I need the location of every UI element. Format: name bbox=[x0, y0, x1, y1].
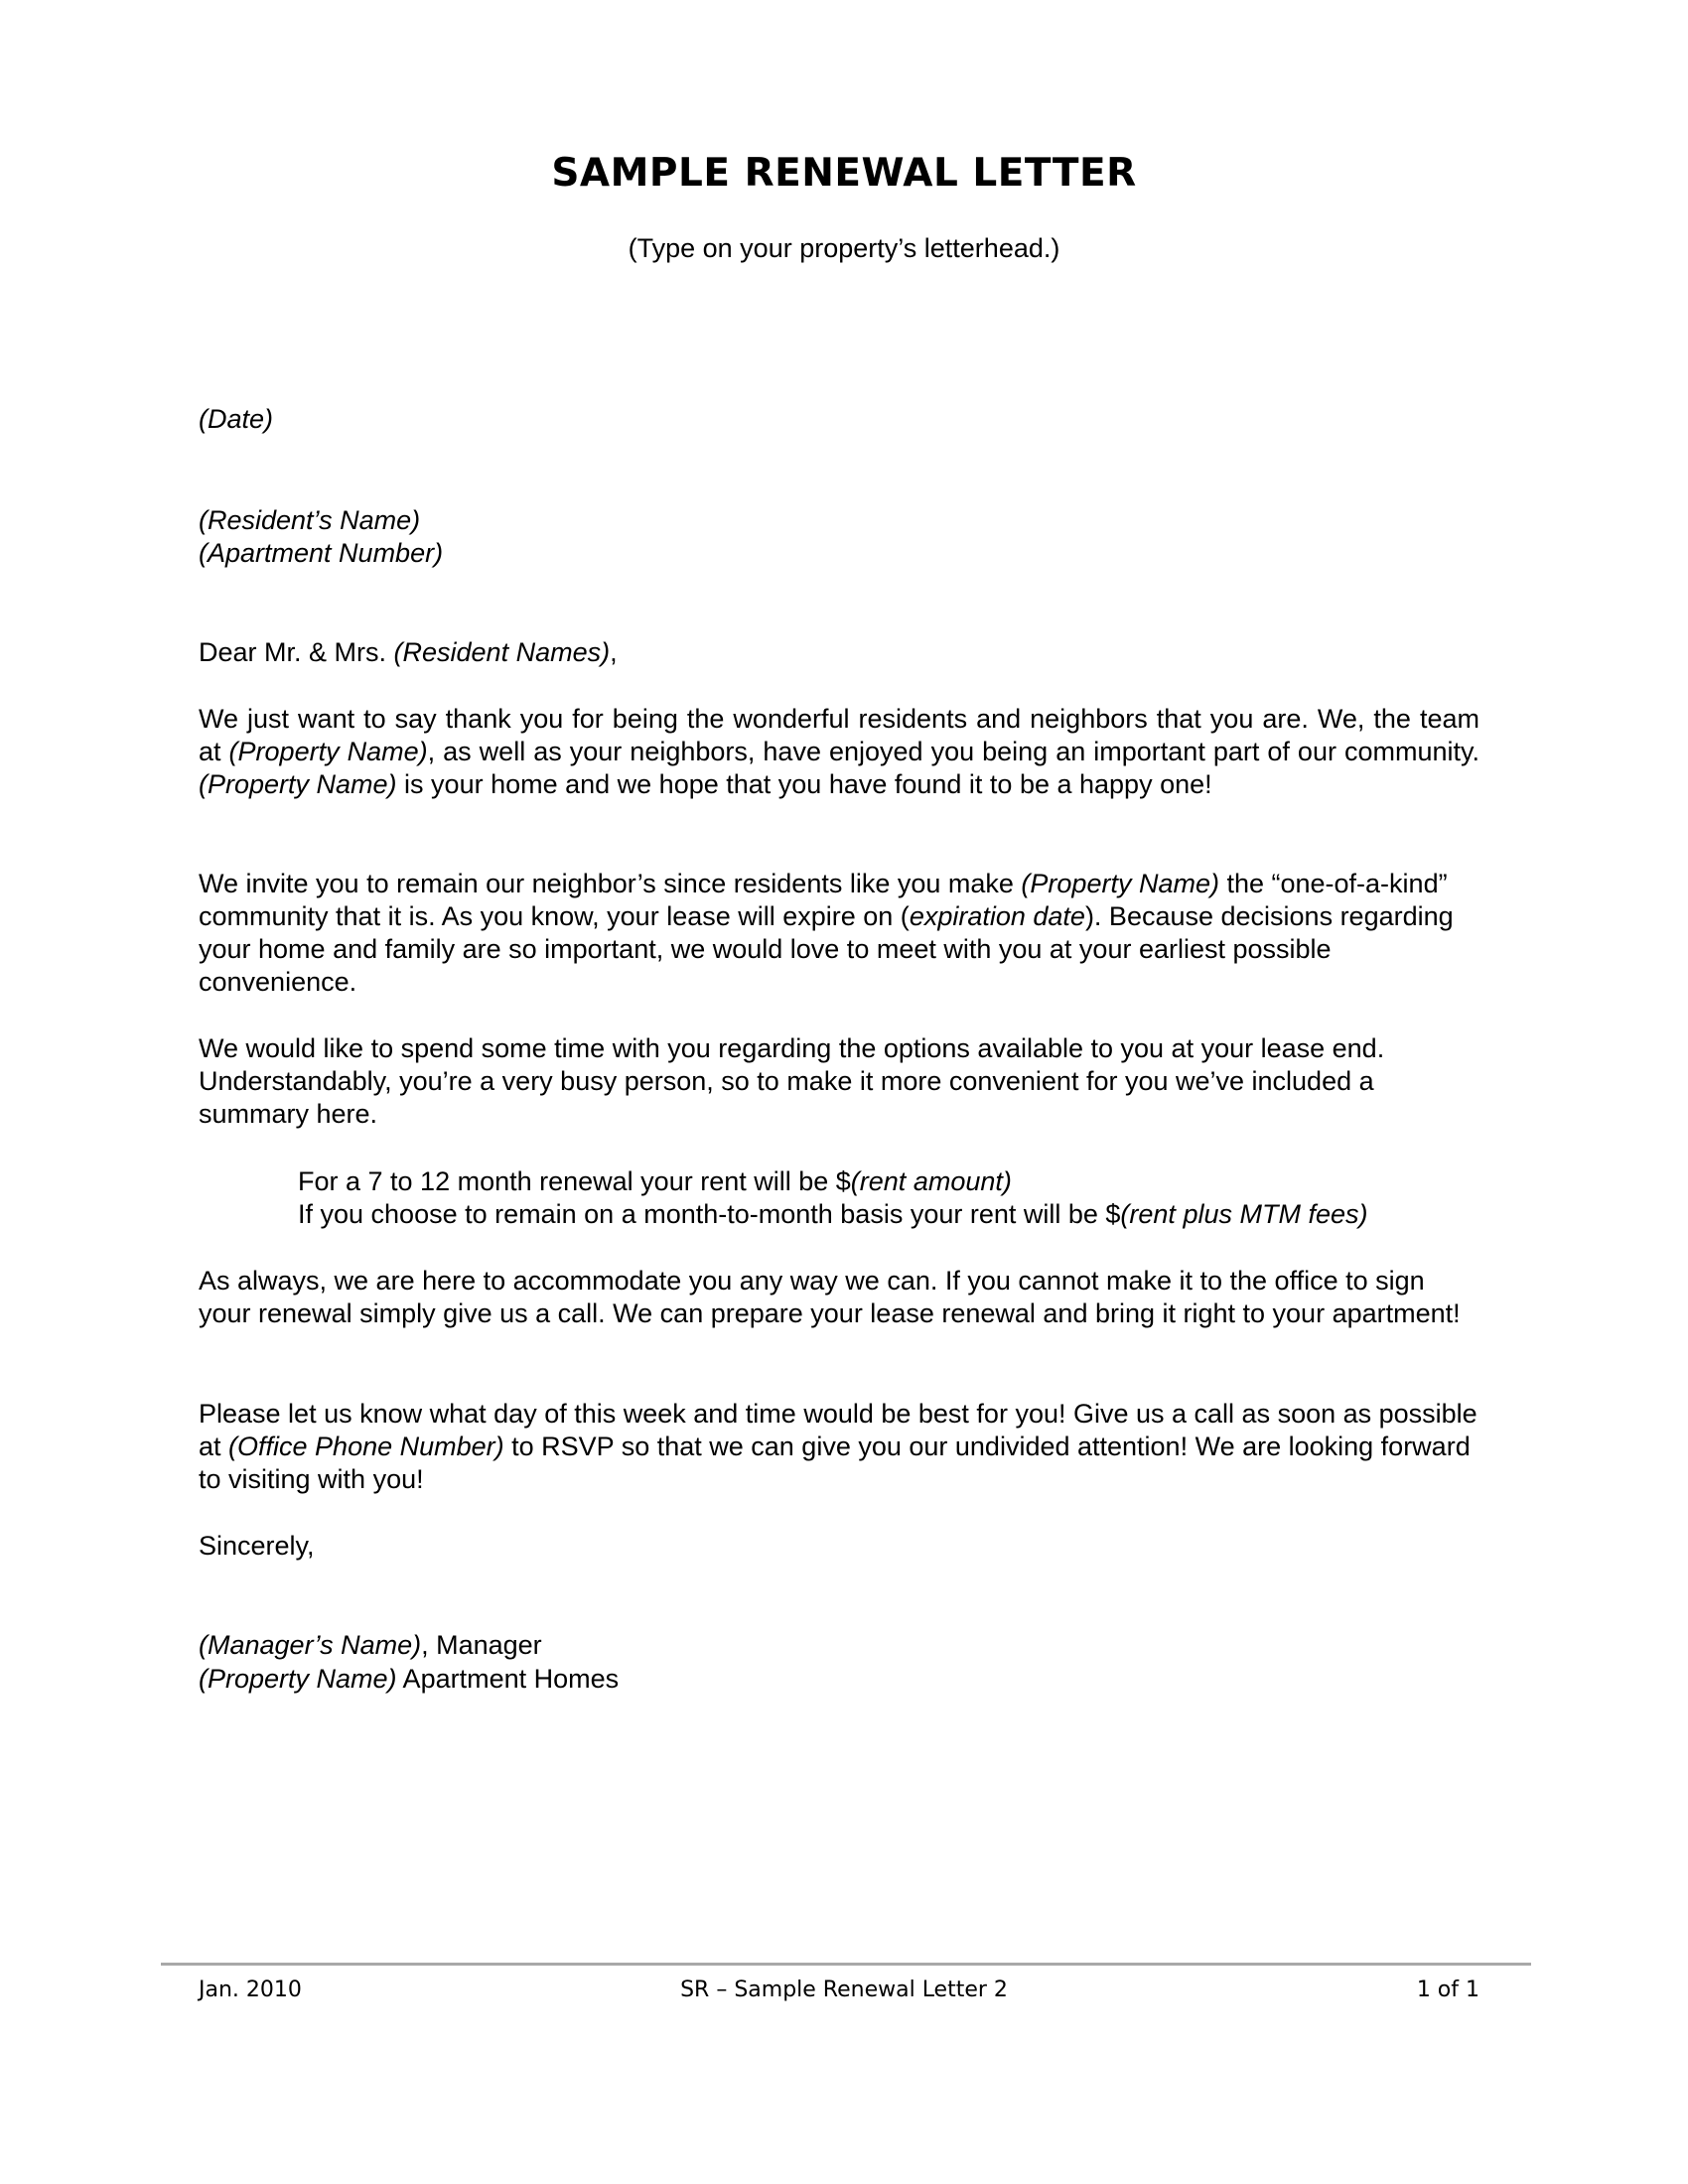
property-name-placeholder: (Property Name) bbox=[228, 737, 428, 766]
footer-date: Jan. 2010 bbox=[199, 1978, 302, 2002]
property-suffix: Apartment Homes bbox=[396, 1664, 620, 1694]
manager-name-placeholder: (Manager’s Name) bbox=[199, 1630, 422, 1660]
paragraph-thank-you bbox=[199, 703, 1479, 801]
paragraph-text: is your home and we hope that you have found it to be a happy one! bbox=[396, 769, 1212, 799]
footer-document-name: SR – Sample Renewal Letter 2 bbox=[680, 1978, 1008, 2002]
letter-title: SAMPLE RENEWAL LETTER bbox=[551, 151, 1137, 196]
paragraph-invitation bbox=[199, 868, 1479, 999]
paragraph-text: Please let us know what day of this week and time would be best for you! Give us a call as soon as possible at bbox=[199, 1399, 1477, 1461]
signature-manager bbox=[199, 1629, 542, 1662]
mtm-option bbox=[298, 1198, 1367, 1231]
footer-page-number: 1 of 1 bbox=[1416, 1978, 1479, 2002]
date-placeholder: (Date) bbox=[199, 404, 274, 434]
paragraph-text: , as well as your neighbors, have enjoyed you being an important part of our community. bbox=[427, 737, 1480, 766]
salutation bbox=[199, 636, 618, 669]
paragraph-text: ). Because decisions regarding your home and family are so important, we would love to meet with you at your earliest possible convenience. bbox=[199, 901, 1454, 997]
salutation-suffix: , bbox=[610, 637, 618, 667]
paragraph-text: to RSVP so that we can give you our undivided attention! We are looking forward to visiting with you! bbox=[199, 1432, 1471, 1494]
footer-divider bbox=[161, 1963, 1531, 1966]
property-name-placeholder: (Property Name) bbox=[1021, 869, 1219, 898]
mtm-fees-placeholder: (rent plus MTM fees) bbox=[1120, 1199, 1368, 1229]
renewal-option-text: For a 7 to 12 month renewal your rent will be $ bbox=[298, 1166, 851, 1196]
resident-names-placeholder: (Resident Names) bbox=[393, 637, 611, 667]
property-name-placeholder: (Property Name) bbox=[199, 1664, 397, 1694]
paragraph-text: the “one-of-a-kind” community that it is. As you know, your lease will expire on ( bbox=[199, 869, 1448, 931]
signature-property bbox=[199, 1663, 619, 1696]
paragraph-options: We would like to spend some time with you regarding the options available to you at your lease end. Understandably, you’re a very busy person, so to make it more convenient for you we’ve included a summary here. bbox=[199, 1033, 1385, 1129]
rent-amount-placeholder: (rent amount) bbox=[850, 1166, 1012, 1196]
paragraph-rsvp bbox=[199, 1398, 1479, 1496]
renewal-option bbox=[298, 1165, 1012, 1198]
apartment-number-placeholder: (Apartment Number) bbox=[199, 538, 444, 568]
paragraph-text: We invite you to remain our neighbor’s since residents like you make bbox=[199, 869, 1022, 898]
property-name-placeholder: (Property Name) bbox=[199, 769, 397, 799]
mtm-option-text: If you choose to remain on a month-to-month basis your rent will be $ bbox=[298, 1199, 1121, 1229]
paragraph-text: We just want to say thank you for being the wonderful residents and neighbors that you are. We, the team at bbox=[199, 704, 1479, 766]
letterhead-note: (Type on your property’s letterhead.) bbox=[628, 233, 1060, 263]
salutation-prefix: Dear Mr. & Mrs. bbox=[199, 637, 394, 667]
resident-name-placeholder: (Resident’s Name) bbox=[199, 505, 421, 535]
closing: Sincerely, bbox=[199, 1531, 315, 1561]
office-phone-placeholder: (Office Phone Number) bbox=[228, 1432, 504, 1461]
expiration-date-placeholder: expiration date bbox=[909, 901, 1085, 931]
paragraph-accommodate: As always, we are here to accommodate you any way we can. If you cannot make it to the office to sign your renewal simply give us a call. We can prepare your lease renewal and bring it right to your apartment! bbox=[199, 1266, 1461, 1328]
manager-title: , Manager bbox=[421, 1630, 542, 1660]
